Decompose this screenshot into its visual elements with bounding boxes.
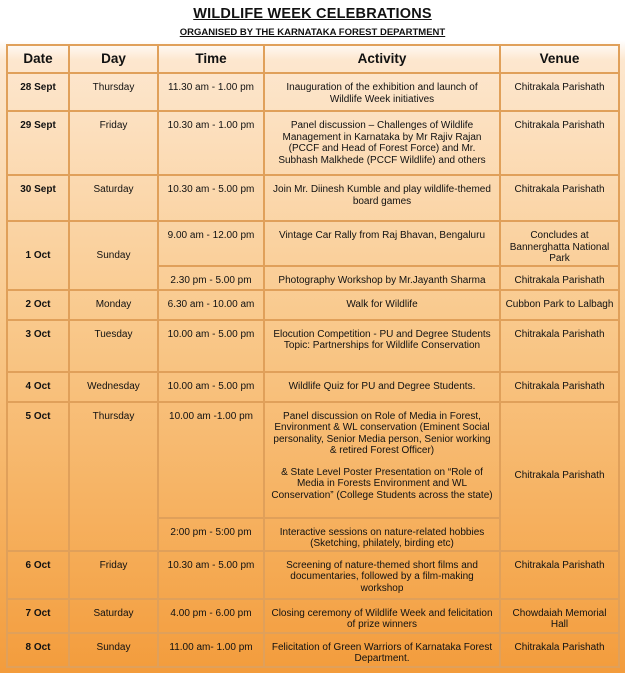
venue-cell: Chitrakala Parishath — [500, 551, 619, 599]
activity-cell: Join Mr. Diinesh Kumble and play wildlife-themed board games — [264, 175, 500, 221]
time-cell: 2.30 pm - 5.00 pm — [158, 266, 264, 290]
table-header-row — [7, 45, 619, 73]
activity-cell: Interactive sessions on nature-related hobbies (Sketching, philately, birding etc) — [264, 518, 500, 551]
time-cell: 10.30 am - 5.00 pm — [158, 551, 264, 599]
activity-cell — [264, 320, 500, 372]
day-cell: Friday — [69, 551, 158, 599]
date-cell: 2 Oct — [7, 290, 69, 320]
venue-cell: Chitrakala Parishath — [500, 73, 619, 111]
venue-cell: Chitrakala Parishath — [500, 372, 619, 402]
activity-cell: Vintage Car Rally from Raj Bhavan, Bengaluru — [264, 221, 500, 266]
venue-cell: Chitrakala Parishath — [500, 402, 619, 551]
date-cell: 1 Oct — [7, 221, 69, 290]
day-cell: Sunday — [69, 633, 158, 667]
activity-cell: Photography Workshop by Mr.Jayanth Sharma — [264, 266, 500, 290]
page-title: WILDLIFE WEEK CELEBRATIONS — [193, 6, 432, 22]
venue-cell: Chitrakala Parishath — [500, 111, 619, 175]
table-row — [7, 290, 619, 320]
day-cell: Sunday — [69, 221, 158, 290]
table-row — [7, 111, 619, 175]
date-cell: 28 Sept — [7, 73, 69, 111]
day-cell: Friday — [69, 111, 158, 175]
day-cell: Saturday — [69, 175, 158, 221]
date-cell: 30 Sept — [7, 175, 69, 221]
activity-cell: Inauguration of the exhibition and launch of Wildlife Week initiatives — [264, 73, 500, 111]
venue-cell: Chitrakala Parishath — [500, 320, 619, 372]
activity-cell: Screening of nature-themed short films and documentaries, followed by a film-making workshop — [264, 551, 500, 599]
time-cell: 10.00 am -1.00 pm — [158, 402, 264, 518]
table-row — [7, 551, 619, 599]
activity-text: Elocution Competition - PU and Degree Students — [273, 328, 491, 340]
day-cell: Thursday — [69, 402, 158, 551]
venue-cell: Chitrakala Parishath — [500, 175, 619, 221]
day-cell: Wednesday — [69, 372, 158, 402]
date-cell: 29 Sept — [7, 111, 69, 175]
day-cell: Monday — [69, 290, 158, 320]
time-cell: 4.00 pm - 6.00 pm — [158, 599, 264, 633]
table-row — [7, 175, 619, 221]
column-header-time: Time — [158, 45, 264, 73]
activity-cell: Walk for Wildlife — [264, 290, 500, 320]
table-row — [7, 73, 619, 111]
table-row — [7, 372, 619, 402]
column-header-venue: Venue — [500, 45, 619, 73]
activity-text: Panel discussion on Role of Media in Forest, Environment & WL conservation (Eminent Social personality, Senior Media person, Senior working & retired Forest Officer) — [273, 410, 491, 456]
table-row — [7, 633, 619, 667]
activity-text-secondary: & State Level Poster Presentation on “Role of Media in Forests Environment and WL Conservation” (College Students across the state) — [271, 466, 493, 501]
page-subtitle: ORGANISED BY THE KARNATAKA FOREST DEPARTMENT — [179, 27, 446, 38]
column-header-day: Day — [69, 45, 158, 73]
date-cell: 3 Oct — [7, 320, 69, 372]
time-cell: 10.00 am - 5.00 pm — [158, 320, 264, 372]
schedule-table — [6, 44, 620, 668]
venue-cell: Concludes at Bannerghatta National Park — [500, 221, 619, 266]
time-cell: 9.00 am - 12.00 pm — [158, 221, 264, 266]
day-cell: Tuesday — [69, 320, 158, 372]
venue-cell: Chitrakala Parishath — [500, 266, 619, 290]
column-header-activity: Activity — [264, 45, 500, 73]
venue-cell: Chitrakala Parishath — [500, 633, 619, 667]
time-cell: 11.30 am - 1.00 pm — [158, 73, 264, 111]
activity-topic: Topic: Partnerships for Wildlife Conservation — [283, 340, 481, 351]
day-cell: Saturday — [69, 599, 158, 633]
date-cell: 6 Oct — [7, 551, 69, 599]
table-row — [7, 402, 619, 518]
date-cell: 4 Oct — [7, 372, 69, 402]
activity-cell: Closing ceremony of Wildlife Week and felicitation of prize winners — [264, 599, 500, 633]
time-cell: 10.30 am - 1.00 pm — [158, 111, 264, 175]
date-cell: 7 Oct — [7, 599, 69, 633]
day-cell: Thursday — [69, 73, 158, 111]
time-cell: 6.30 am - 10.00 am — [158, 290, 264, 320]
column-header-date: Date — [7, 45, 69, 73]
time-cell: 2:00 pm - 5:00 pm — [158, 518, 264, 551]
activity-cell: Felicitation of Green Warriors of Karnataka Forest Department. — [264, 633, 500, 667]
table-row — [7, 320, 619, 372]
venue-cell: Cubbon Park to Lalbagh — [500, 290, 619, 320]
table-row — [7, 599, 619, 633]
date-cell: 8 Oct — [7, 633, 69, 667]
activity-cell — [264, 402, 500, 518]
time-cell: 10.30 am - 5.00 pm — [158, 175, 264, 221]
time-cell: 10.00 am - 5.00 pm — [158, 372, 264, 402]
time-cell: 11.00 am- 1.00 pm — [158, 633, 264, 667]
activity-cell: Panel discussion – Challenges of Wildlife Management in Karnataka by Mr Rajiv Rajan (PCCF and Head of Forest Force) and Mr. Subhash Malkhede (PCCF Wildlife) and others — [264, 111, 500, 175]
activity-cell: Wildlife Quiz for PU and Degree Students. — [264, 372, 500, 402]
date-cell: 5 Oct — [7, 402, 69, 551]
venue-cell: Chowdaiah Memorial Hall — [500, 599, 619, 633]
table-row — [7, 221, 619, 266]
